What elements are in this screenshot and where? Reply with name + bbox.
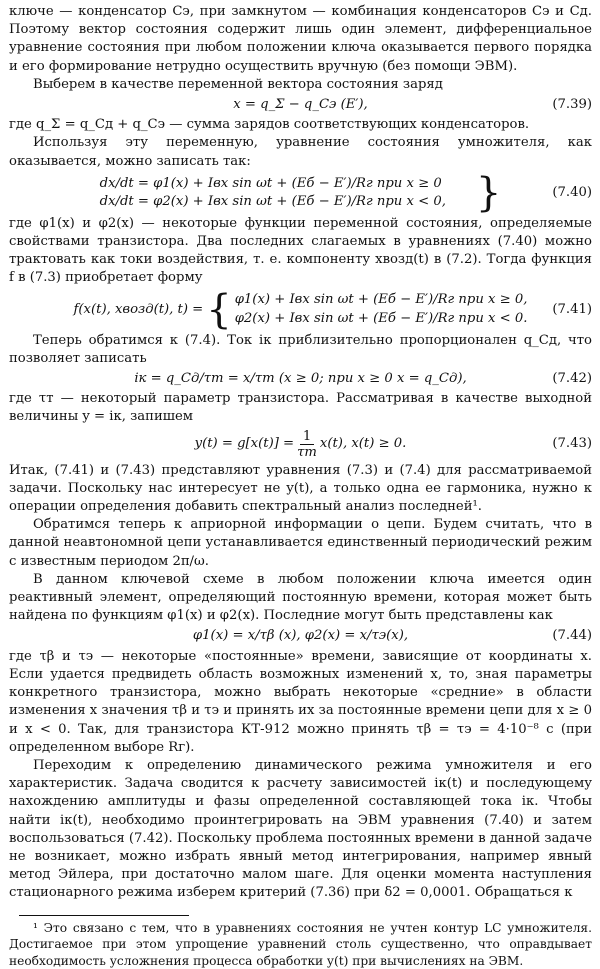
paragraph-apriori-info: Обратимся теперь к априорной информации о цепи. Будем считать, что в данной неавтономной цепи устанавливается единственный периодический режим с известным периодом 2π/ω. xyxy=(9,517,592,569)
equation-7-44 xyxy=(9,627,592,645)
paragraph-dynamic-mode: Переходим к определению динамического режима умножителя и его характеристик. Задача сводится к расчету зависимостей iк(t) и последующему нахождению амплитуды и фазы определенной составляющей тока iк. Чтобы найти iк(t), необходимо проинтегрировать на ЭВМ уравнения (7.40) и затем воспользоваться (7.42). Поскольку проблема постоянных времени в данной задаче не возникает, можно избрать явный метод интегрирования, например явный метод Эйлера, при достаточно малом шаге. Для оценки момента наступления стационарного режима изберем критерий (7.36) при δ2 = 0,0001. Обращаться к xyxy=(9,757,592,901)
paragraph-collector-current: Теперь обратимся к (7.4). Ток iк приблизительно пропорционален q_Cд, что позволяет записать xyxy=(9,332,592,366)
paragraph-transistor-parameter: где τт — некоторый параметр транзистора. Рассматривая в качестве выходной величины y = iк, запишем xyxy=(9,391,592,425)
paragraph-functions-phi: где φ1(x) и φ2(x) — некоторые функции переменной состояния, определяемые свойствами транзистора. Два последних слагаемых в уравнениях (7.40) можно трактовать как токи воздействия, т. е. компоненту xвозд(t) в (7.2). Тогда функция f в (7.3) приобретает форму xyxy=(9,215,592,286)
equation-7-42-body: iк = q_Cд/τт = x/τт (x ≥ 0; при x ≥ 0 x = q_Cд), xyxy=(134,371,467,387)
paragraph-sum-definition: где q_Σ = q_Cд + q_Cэ — сумма зарядов соответствующих конденсаторов. xyxy=(9,117,530,133)
paragraph-choose-variable: Выберем в качестве переменной вектора состояния заряд xyxy=(33,76,443,92)
equation-7-41-row-2: φ2(x) + Iвх sin ωt + (Eб − E′)/Rг при x < 0. xyxy=(234,310,528,326)
equation-number-7-43: (7.43) xyxy=(552,436,592,452)
equation-7-39 xyxy=(9,96,592,114)
equation-system-7-41 xyxy=(73,286,528,333)
fraction-denominator: τт xyxy=(297,444,317,460)
paragraph-intro: ключе — конденсатор Cэ, при замкнутом — комбинация конденсаторов Cэ и Cд. Поэтому вектор состояния содержит лишь один элемент, дифференциальное уравнение состояния при любом положении ключа оказывается первого порядка и его формирование нетрудно осуществить вручную (без помощи ЭВМ). xyxy=(9,4,592,74)
equation-7-43-lhs: y(t) = g[x(t)] = xyxy=(194,436,295,452)
right-brace-symbol: } xyxy=(475,169,502,216)
fraction-one-over-tau xyxy=(297,429,317,460)
equation-7-40-row-2: dx/dt = φ2(x) + Iвх sin ωt + (Eб − E′)/Rг при x < 0, xyxy=(99,193,446,209)
paragraph-summary: Итак, (7.41) и (7.43) представляют уравнения (7.3) и (7.4) для рассматриваемой задачи. Поскольку нас интересует не y(t), а только одна ее гармоника, нужно к операции определения добавить спектральный анализ последней¹. xyxy=(9,462,592,515)
equation-number-7-40: (7.40) xyxy=(552,184,592,200)
equation-7-40 xyxy=(9,169,592,216)
equation-number-7-39: (7.39) xyxy=(552,97,592,113)
equation-7-43-rhs: x(t), x(t) ≥ 0. xyxy=(319,436,407,452)
equation-7-40-row-1: dx/dt = φ1(x) + Iвх sin ωt + (Eб − E′)/Rг при x ≥ 0 xyxy=(99,175,442,191)
equation-rows-7-40 xyxy=(100,175,446,211)
footnote: ¹ Это связано с тем, что в уравнениях состояния не учтен контур LC умножителя. Достигаемое при этом упрощение уравнений столь существенно, что оправдывает необходимость усложнения процесса обработки y(t) при вычислениях на ЭВМ. xyxy=(9,920,592,968)
left-brace-symbol: { xyxy=(206,286,232,333)
equation-number-7-44: (7.44) xyxy=(552,628,592,644)
paragraph-time-constants: где τβ и τэ — некоторые «постоянные» времени, зависящие от координаты x. Если удается предвидеть область возможных изменений x, то, зная параметры конкретного транзистора, можно выбрать некоторые «средние» в области изменения x значения τβ и τэ и принять их за постоянные времени цепи для x ≥ 0 и x < 0. Так, для транзистора КТ-912 можно принять τβ = τэ = 4·10⁻⁸ с (при определенном выборе Rг). xyxy=(9,648,592,755)
equation-number-7-42: (7.42) xyxy=(552,371,592,387)
footnote-divider xyxy=(19,915,189,916)
equation-7-39-body: x = q_Σ − q_Cэ (E′), xyxy=(233,97,368,113)
equation-7-44-body: φ1(x) = x/τβ (x), φ2(x) = x/τэ(x), xyxy=(192,628,409,644)
equation-number-7-41: (7.41) xyxy=(552,301,592,317)
equation-7-41-lhs: f(x(t), xвозд(t), t) = xyxy=(73,301,204,317)
equation-system-7-40 xyxy=(99,169,502,216)
equation-7-41 xyxy=(9,286,592,333)
fraction-numerator: 1 xyxy=(300,429,314,445)
equation-7-42 xyxy=(9,370,592,388)
paragraph-state-equation-intro: Используя эту переменную, уравнение состояния умножителя, как оказывается, можно записать так: xyxy=(9,135,592,169)
equation-rows-7-41 xyxy=(235,291,528,327)
equation-7-41-row-1: φ1(x) + Iвх sin ωt + (Eб − E′)/Rг при x ≥ 0, xyxy=(234,292,528,308)
paragraph-reactive-element: В данном ключевой схеме в любом положении ключа имеется один реактивный элемент, определяющий постоянную времени, которая может быть найдена по функциям φ1(x) и φ2(x). Последние могут быть представлены как xyxy=(9,571,592,624)
equation-7-43 xyxy=(9,429,592,460)
